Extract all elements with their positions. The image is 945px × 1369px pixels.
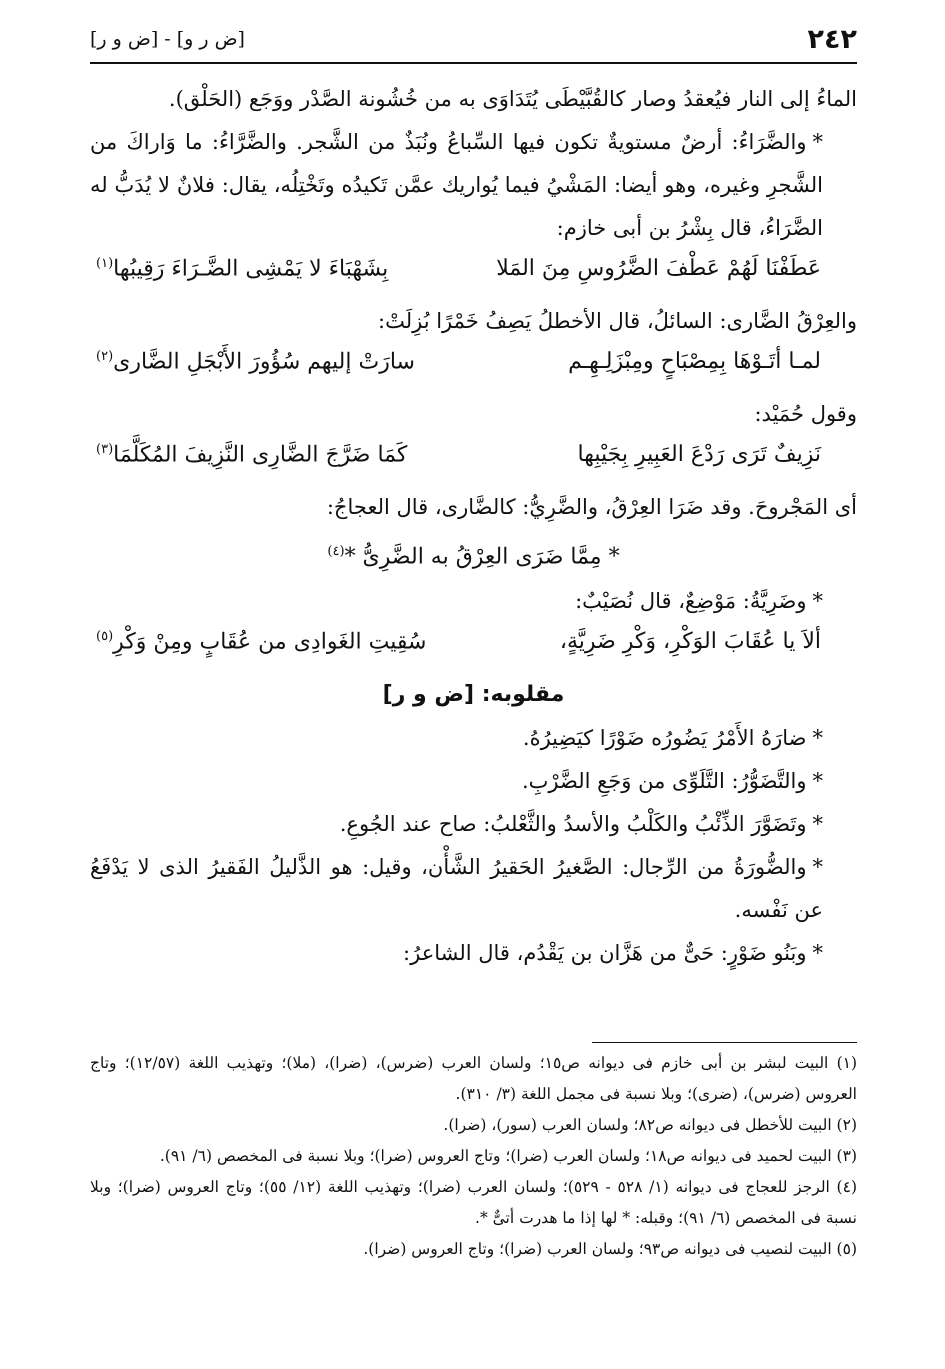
entry-paragraph xyxy=(90,803,857,846)
entry-star-icon: * xyxy=(812,941,823,966)
page-number: ٢٤٢ xyxy=(807,24,857,55)
footnote: (١) البيت لبشر بن أبى خازم فى ديوانه ص١٥؛ ولسان العرب (ضرس)، (ضرا)، (ملا)؛ وتهذيب اللغة (١٢/٥٧)؛ وتاج العروس (ضرس)، (ضرى)؛ وبلا نسبة فى مجمل اللغة (٣/ ٣١٠). xyxy=(90,1054,858,1103)
footnote-reference: (٢) xyxy=(96,349,114,364)
header-rule xyxy=(90,62,857,64)
verse-second-hemistich xyxy=(96,629,426,654)
rajaz-line xyxy=(90,529,857,580)
running-header xyxy=(90,18,857,64)
verse-second-hemistich xyxy=(96,349,415,374)
entry-star-icon: * xyxy=(812,130,823,154)
footnote-reference: (٤) xyxy=(327,544,345,559)
verse-first-hemistich: لمـا أتَـوْهَا بِمِصْبَاحٍ ومِبْزَلِـهِـم xyxy=(568,349,821,374)
footnote: (٥) البيت لنصيب فى ديوانه ص٩٣؛ ولسان العرب (ضرا)؛ وتاج العروس (ضرا). xyxy=(363,1240,857,1258)
entry-text: والضُّورَةُ من الرِّجال: الصَّغيرُ الحَقيرُ الشَّأْن، وقيل: هو الذَّليلُ الفَقيرُ الذى لا يَدْفَعُ عن نَفْسه. xyxy=(90,855,823,923)
verse xyxy=(90,343,857,393)
entry-text: وضَرِيَّةُ: مَوْضِعٌ، قال نُصَيْبٌ: xyxy=(575,589,807,614)
verse-first-hemistich: نَزِيفٌ تَرَى رَدْعَ العَبِيرِ بِجَيْبِها xyxy=(577,442,821,467)
section-reference: [ض ر و] - [ض و ر] xyxy=(90,28,245,50)
paragraph: الماءُ إلى النار فيُعقدُ وصار كالقُبَّيْطَى يُتَدَاوَى به من خُشُونة الصَّدْر ووَجَع (الحَلْق). xyxy=(168,87,857,111)
verse-text: سُقِيتِ الغَوادِى من عُقَابٍ ومِنْ وَكْرِ xyxy=(113,629,427,655)
verse xyxy=(90,250,857,300)
paragraph: وقول حُمَيْد: xyxy=(754,402,857,426)
verse-text: كَمَا ضَرَّجَ الضَّارِى النَّزِيفَ المُكَلَّمَا xyxy=(113,442,408,468)
entry-star-icon: * xyxy=(812,769,823,794)
main-text xyxy=(90,78,857,975)
verse-text: بِشَهْبَاءَ لا يَمْشِى الضَّـرَاءَ رَقِيبُها xyxy=(113,256,389,282)
entry-star-icon: * xyxy=(812,726,823,751)
verse-text: سارَتْ إليهم سُؤُورَ الأَبْجَلِ الضَّارى xyxy=(113,349,415,375)
footnote: (٣) البيت لحميد فى ديوانه ص١٨؛ ولسان العرب (ضرا)؛ وتاج العروس (ضرا)؛ وبلا نسبة فى المخصص (٦/ ٩١). xyxy=(159,1147,857,1165)
entry-paragraph xyxy=(90,760,857,803)
entry-star-icon: * xyxy=(812,855,823,880)
entry-text: وتَضَوَّرَ الذِّئْبُ والكَلْبُ والأسدُ والثَّعْلبُ: صاح عند الجُوعِ. xyxy=(339,812,807,837)
footnote: (٢) البيت للأخطل فى ديوانه ص٨٢؛ ولسان العرب (سور)، (ضرا). xyxy=(443,1116,857,1134)
verse-second-hemistich xyxy=(96,256,388,281)
verse-first-hemistich: ألاَ يا عُقَابَ الوَكْرِ، وَكْرِ ضَرِيَّةٍ، xyxy=(559,629,821,655)
verse xyxy=(90,623,857,673)
footnote-rule xyxy=(592,1042,857,1043)
entry-paragraph xyxy=(90,717,857,760)
sub-heading: مقلوبه: [ض و ر] xyxy=(382,682,565,708)
entry-text: ضارَهُ الأَمْرُ يَضُورُه ضَوْرًا كيَضِيرُهُ. xyxy=(522,726,807,751)
footnote-reference: (١) xyxy=(96,256,114,271)
entry-star-icon: * xyxy=(812,812,823,837)
rajaz-text: * مِمَّا ضَرَى العِرْقُ به الضَّرِىُّ * xyxy=(344,544,620,570)
entry-paragraph xyxy=(90,932,857,975)
entry-star-icon: * xyxy=(812,589,823,614)
verse xyxy=(90,436,857,486)
footnotes xyxy=(90,1048,857,1265)
entry-text: وبَنُو ضَوْرٍ: حَىٌّ من هَزَّان بن يَقْدُم، قال الشاعرُ: xyxy=(403,941,807,966)
entry-paragraph xyxy=(90,121,857,250)
entry-text: والتَّضَوُّرُ: التَّلَوِّى من وَجَعِ الضَّرْبِ. xyxy=(521,769,807,794)
footnote: (٤) الرجز للعجاج فى ديوانه (١/ ٥٢٨ - ٥٢٩)؛ ولسان العرب (ضرا)؛ وتهذيب اللغة (١٢/ ٥٥)؛ وتاج العروس (ضرا)؛ وبلا نسبة فى المخصص (٦/ ٩١)؛ وقبله: * لها إذا ما هدرت أتىٌّ *. xyxy=(90,1178,857,1227)
footnote-reference: (٣) xyxy=(96,442,114,457)
verse-second-hemistich xyxy=(96,442,407,467)
footnote-reference: (٥) xyxy=(96,629,114,645)
verse-first-hemistich: عَطَفْنَا لَهُمْ عَطْفَ الضَّرُوسِ مِنَ المَلا xyxy=(496,256,821,281)
entry-text: والضَّرَاءُ: أرضٌ مستويةٌ تكون فيها السِّباعُ ونُبَذٌ من الشَّجر. والضَّرَّاءُ: ما وَاراكَ من الشَّجرِ وغيره، وهو أيضا: المَشْيُ فيما يُواريك عمَّن تَكيدُه وتَخْتِلُه، يقال: فلانٌ لا يُدَبُّ له الضَّرَاءُ، قال بِشْرُ بن أبى خازم: xyxy=(90,130,823,240)
entry-paragraph xyxy=(90,846,857,932)
paragraph: أى المَجْروحَ. وقد ضَرَا العِرْقُ، والضَّرِيُّ: كالضَّارى، قال العجاجُ: xyxy=(326,495,857,519)
entry-paragraph xyxy=(90,580,857,623)
paragraph: والعِرْقُ الضَّارى: السائلُ، قال الأخطلُ يَصِفُ خَمْرًا بُزِلَتْ: xyxy=(378,309,857,333)
